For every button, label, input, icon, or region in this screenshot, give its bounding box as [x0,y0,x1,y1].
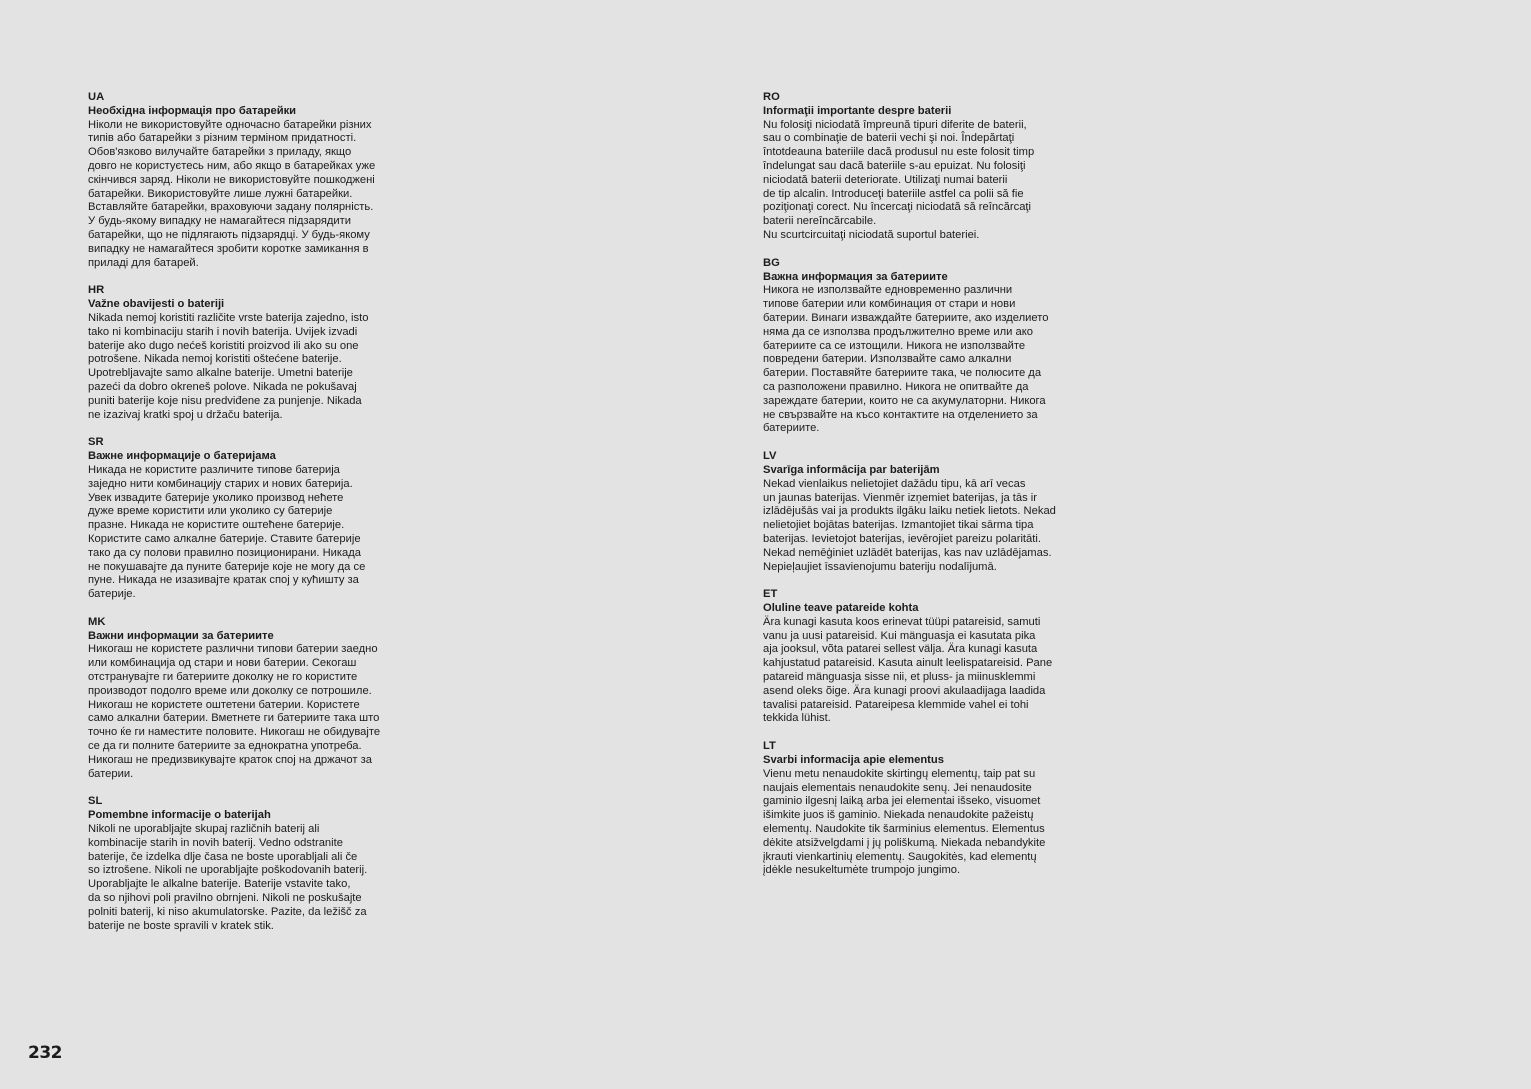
section-body: Nu folosiţi niciodată împreună tipuri diferite de baterii, sau o combinaţie de baterii vechi şi noi. Îndepărtaţi întotdeauna bateriile dacă produsul nu este folosit timp îndelungat sau dacă bateriile s-au epuizat. Nu folosiţi niciodată baterii deteriorate. Utilizaţi numai baterii de tip alcalin. Introduceţi bateriile astfel ca polii să fie poziţionaţi corect. Nu încercaţi niciodată să reîncărcaţi baterii nereîncărcabile. Nu scurtcircuitaţi niciodată suportul bateriei. [763,118,1035,241]
language-code: LT [763,740,776,753]
section-et [763,588,1108,726]
language-code: ET [763,588,778,601]
language-code: MK [88,615,106,628]
section-body: Ніколи не використовуйте одночасно батарейки різних типів або батарейки з різним терміном придатності. Обов'язково вилучайте батарейки з приладу, якщо довго не користуєтесь ним, або якщо в батарейках уже скінчився заряд. Ніколи не використовуйте пошкоджені батарейки. Використовуйте лише лужні батарейки. Вставляйте батарейки, враховуючи задану полярність. У будь-якому випадку не намагайтеся підзарядити батарейки, що не підлягають підзарядці. У будь-якому випадку не намагайтеся зробити коротке замикання в приладі для батарей. [88,118,376,269]
section-body: Nikoli ne uporabljajte skupaj različnih baterij ali kombinacije starih in novih baterij. Vedno odstranite baterije, če izdelka dlje časa ne boste uporabljali ali če so iztrošene. Nikoli ne uporabljajte poškodovanih baterij. Uporabljajte le alkalne baterije. Baterije vstavite tako, da so njihovi poli pravilno obrnjeni. Nikoli ne poskušajte polniti baterij, ki niso akumulatorske. Pazite, da ležišč za baterije ne boste spravili v kratek stik. [88,823,368,932]
section-body: Vienu metu nenaudokite skirtingų elementų, taip pat su naujais elementais nenaudokite senų. Jei nenaudosite gaminio ilgesnį laiką arba jei elementai išseko, visuomet išimkite juos iš gaminio. Niekada nenaudokite pažeistų elementų. Naudokite tik šarminius elementus. Elementus dėkite atsižvelgdami į jų poliškumą. Niekada nebandykite įkrauti vienkartinių elementų. Saugokitės, kad elementų įdėkle nesukeltumėte trumpojo jungimo. [763,767,1046,877]
section-heading: Важне информације о батеријама [88,450,276,463]
section-body: Никада не користите различите типове батерија заједно нити комбинацију старих и нових батерија. Увек извадите батерије уколико производ нећете дуже време користити или уколико су батерије празне. Никада не користите оштећене батерије. Користите само алкалне батерије. Ставите батерије тако да су полови правилно позиционирани. Никада не покушавајте да пуните батерије које не могу да се пуне. Никада не изазивајте кратак спој у кућишту за батерије. [88,463,366,601]
section-mk [88,616,433,782]
section-heading: Pomembne informacije o baterijah [88,809,271,822]
section-body: Никога не използвайте едновременно различни типове батерии или комбинация от стари и нови батерии. Винаги изваждайте батериите, ако изделието няма да се използва продължително време или ако батериите са се изтощили. Никога не използвайте повредени батерии. Използвайте само алкални батерии. Поставяйте батериите така, че полюсите да са разположени правилно. Никога не опитвайте да зареждате батерии, които не са акумулаторни. Никога не свързвайте на късо контактите на отделението за батериите. [763,284,1049,435]
section-heading: Važne obavijesti o bateriji [88,298,225,311]
section-sl [88,795,433,933]
section-heading: Oluline teave patareide kohta [763,602,919,615]
right-column [763,91,1108,892]
section-lv [763,450,1108,574]
section-lt [763,740,1108,878]
section-ro [763,91,1108,243]
section-body: Nikada nemoj koristiti različite vrste baterija zajedno, isto tako ni kombinaciju starih i novih baterija. Uvijek izvadi baterije ako dugo nećeš koristiti proizvod ili ako su one potrošene. Nikada nemoj koristiti oštećene baterije. Upotrebljavajte samo alkalne baterije. Umetni baterije pazeći da dobro okreneš polove. Nikada ne pokušavaj puniti baterije koje nisu predviđene za punjenje. Nikada ne izazivaj kratki spoj u držaču baterija. [88,311,369,421]
page-number: 232 [28,1043,62,1063]
section-heading: Svarīga informācija par baterijām [763,463,940,476]
section-body: Никогаш не користете различни типови батерии заедно или комбинација од стари и нови батерии. Секогаш отстранувајте ги батериите доколку не го користите производот подолго време или доколку се потрошиле. Никогаш не користете оштетени батерии. Користете само алкални батерии. Вметнете ги батериите така што точно ќе ги наместите половите. Никогаш не обидувајте се да ги полните батериите за еднократна употреба. Никогаш не предизвикувајте краток спој на држачот за батерии. [88,643,381,780]
section-heading: Необхідна інформація про батарейки [88,104,297,117]
language-code: HR [88,284,105,297]
left-column [88,91,433,947]
section-heading: Важна информация за батериите [763,270,948,283]
language-code: SL [88,795,103,808]
language-code: SR [88,436,104,449]
section-body: Nekad vienlaikus nelietojiet dažādu tipu, kā arī vecas un jaunas baterijas. Vienmēr izņemiet baterijas, ja tās ir izlādējušās vai ja produkts ilgāku laiku netiek lietots. Nekad nelietojiet bojātas baterijas. Izmantojiet tikai sārma tipa baterijas. Ievietojot baterijas, ievērojiet pareizu polaritāti. Nekad nemēģiniet uzlādēt baterijas, kas nav uzlādējamas. Nepieļaujiet īssavienojumu bateriju nodalījumā. [763,477,1056,573]
section-heading: Важни информации за батериите [88,629,274,642]
section-bg [763,257,1108,436]
language-code: RO [763,91,780,103]
section-ua [88,91,433,270]
language-code: LV [763,450,777,463]
section-hr [88,284,433,422]
section-heading: Informaţii importante despre baterii [763,104,952,117]
section-sr [88,436,433,602]
language-code: UA [88,91,105,103]
section-body: Ära kunagi kasuta koos erinevat tüüpi patareisid, samuti vanu ja uusi patareisid. Kui mänguasja ei kasutata pika aja jooksul, võta patarei sellest välja. Ära kunagi kasuta kahjustatud patareisid. Kasuta ainult leelispatareisid. Pane patareid mänguasja sisse nii, et pluss- ja miinusklemmi asend oleks õige. Ära kunagi proovi akulaadijaga laadida tavalisi patareisid. Patareipesa klemmide vahel ei tohi tekkida lühist. [763,615,1053,725]
section-heading: Svarbi informacija apie elementus [763,754,944,767]
language-code: BG [763,256,780,269]
